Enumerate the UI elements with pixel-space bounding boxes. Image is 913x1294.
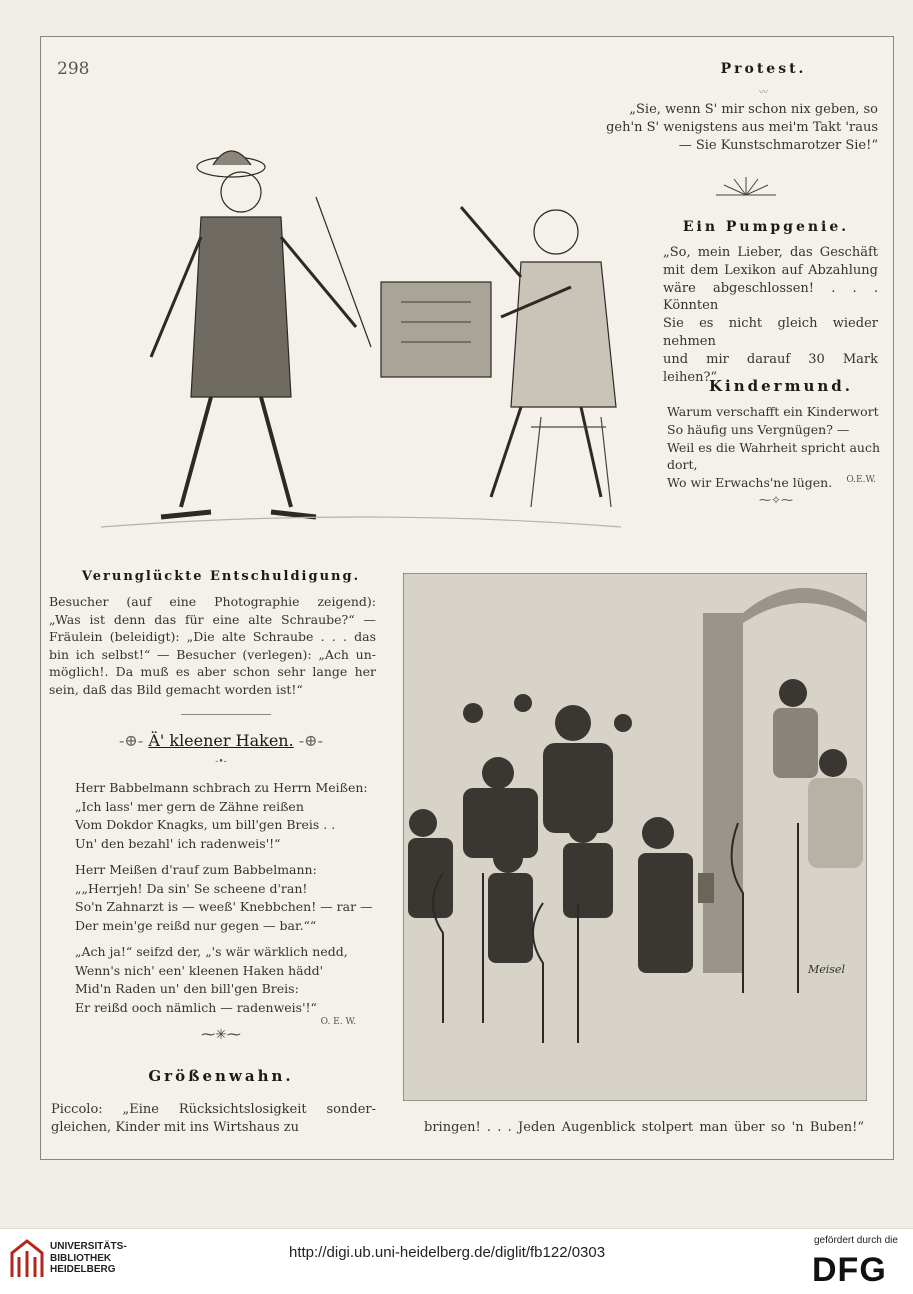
beer-mug: [698, 873, 714, 903]
digital-library-url[interactable]: http://digi.ub.uni-heidelberg.de/diglit/fb122/0303: [289, 1244, 606, 1261]
pumpgenie-line: und mir darauf 30 Mark leihen?“: [663, 351, 878, 385]
kindermund-line: Wo wir Erwachs'ne lügen.: [667, 475, 833, 491]
entschuldigung-title: Verunglückte Entschuldigung.: [81, 569, 361, 584]
organ-grinder-coat: [511, 262, 616, 407]
kindermund-title: Kindermund.: [709, 377, 853, 395]
pumpgenie-line: mit dem Lexikon auf Abzahlung: [663, 262, 878, 278]
pumpgenie-text: [663, 244, 878, 386]
groessenwahn-title: Größenwahn.: [148, 1067, 294, 1085]
artist-signature: Meisel: [808, 963, 845, 976]
man-coat: [191, 217, 291, 397]
pumpgenie-line: Sie es nicht gleich wieder nehmen: [663, 316, 878, 349]
verse-line: Er reißd ooch nämlich — radenweis'!“: [75, 999, 317, 1015]
page-number: 298: [57, 59, 90, 79]
asterisk-ornament: ⁓✳⁓: [201, 1027, 241, 1043]
protest-title: Protest.: [720, 61, 807, 77]
funding-label: gefördert durch die: [814, 1235, 898, 1246]
illustration-organ-grinder: [101, 97, 621, 537]
entschuldigung-line: sein, daß das Bild gemacht worden ist!“: [49, 681, 303, 697]
walking-stick: [316, 197, 371, 347]
entschuldigung-line: bin ich selbst!“ — Besucher (verlegen): „Ach un-: [49, 646, 376, 662]
entschuldigung-text: [49, 593, 376, 699]
verse-line: Wenn's nich' een' kleenen Haken hädd': [75, 962, 324, 978]
verse-line: Herr Meißen d'rauf zum Babbelmann:: [75, 862, 317, 877]
illustration-cafe: [403, 573, 867, 1101]
pumpgenie-line: wäre abgeschlossen! . . . Könnten: [663, 280, 878, 314]
entschuldigung-line: möglich!. Da muß es aber schon sehr lange her: [49, 664, 376, 680]
lady: [808, 778, 863, 868]
stanza-1: [75, 779, 375, 853]
ornament-right: -⊕-: [293, 731, 323, 750]
stanza-3: [75, 943, 375, 1017]
verse-line: Mid'n Raden un' den bill'gen Breis:: [75, 981, 299, 996]
column: [703, 613, 743, 973]
protest-line: „Sie, wenn S' mir schon nix geben, so: [629, 102, 878, 117]
verse-line: Der mein'ge reißd nur gegen — bar.““: [75, 917, 317, 933]
library-logo-icon: [10, 1239, 44, 1279]
haken-title: Ä' kleener Haken.: [148, 731, 294, 750]
verse-line: Herr Babbelmann schbrach zu Herrn Meißen:: [75, 780, 368, 795]
footer-bar: [0, 1228, 913, 1294]
haken-signature: O. E. W.: [320, 1017, 356, 1027]
divider: [181, 714, 271, 715]
verse-line: „Ach ja!“ seifzd der, „'s wär wärklich nedd,: [75, 944, 348, 959]
child: [408, 838, 453, 918]
organ-grinder-head: [534, 210, 578, 254]
ornament-left: -⊕-: [119, 731, 149, 750]
entschuldigung-line: „Was ist denn das für eine alte Schraube?“ —: [49, 611, 376, 627]
kindermund-line: Warum verschafft ein Kinderwort: [667, 404, 879, 419]
child: [488, 873, 533, 963]
verse-line: „„Herrjeh! Da sin' Se scheene d'ran!: [75, 880, 308, 896]
ornament-protest: 〰: [758, 88, 768, 98]
pumpgenie-title: Ein Pumpgenie.: [682, 219, 850, 235]
kindermund-line: Weil es die Wahrheit spricht auch dort,: [667, 439, 881, 473]
protest-text: [586, 101, 878, 154]
dfg-logo: DFG: [812, 1251, 887, 1289]
entschuldigung-line: Besucher (auf eine Photographie zeigend):: [49, 594, 376, 609]
library-name-line: HEIDELBERG: [50, 1264, 116, 1275]
stanza-2: [75, 861, 375, 935]
protest-line: geh'n S' wenigstens aus mei'm Takt 'raus: [606, 119, 878, 135]
lady: [773, 708, 818, 778]
child: [563, 843, 613, 918]
protest-line: — Sie Kunstschmarotzer Sie!“: [678, 137, 878, 153]
library-name-line: UNIVERSITÄTS-: [50, 1241, 127, 1252]
groessenwahn-continuation: bringen! . . . Jeden Augenblick stolpert man über so 'n Buben!“: [424, 1120, 864, 1135]
haken-poem: [75, 779, 375, 1017]
pumpgenie-line: „So, mein Lieber, das Geschäft: [663, 245, 878, 260]
groessenwahn-line-2: gleichen, Kinder mit ins Wirtshaus zu: [51, 1120, 300, 1135]
verse-line: Un' den bezahl' ich radenweis'!“: [75, 835, 281, 851]
groessenwahn-line-1: Piccolo: „Eine Rücksichtslosigkeit sonder-: [51, 1102, 376, 1117]
library-name: [50, 1241, 127, 1276]
man-head: [221, 172, 261, 212]
verse-line: So'n Zahnarzt is — weeß' Knebbchen! — rar —: [75, 899, 373, 914]
library-name-line: BIBLIOTHEK: [50, 1252, 112, 1264]
piccolo-boy: [638, 853, 693, 973]
barrel-organ: [381, 282, 491, 377]
kindermund-line: So häufig uns Vergnügen? —: [667, 421, 850, 437]
magazine-page: [40, 36, 894, 1160]
ornament-kindermund: ⁓✧⁓: [758, 493, 794, 507]
verse-line: „Ich lass' mer gern de Zähne reißen: [75, 798, 304, 814]
kindermund-signature: O.E.W.: [846, 475, 876, 485]
haken-title-row: [81, 731, 361, 750]
verse-line: Vom Dokdor Knagks, um bill'gen Breis . .: [75, 817, 336, 832]
ornament-small: -•-: [215, 757, 227, 767]
entschuldigung-line: Fräulein (beleidigt): „Die alte Schraube . . . das: [49, 629, 376, 645]
sunburst-ornament: [716, 175, 776, 197]
